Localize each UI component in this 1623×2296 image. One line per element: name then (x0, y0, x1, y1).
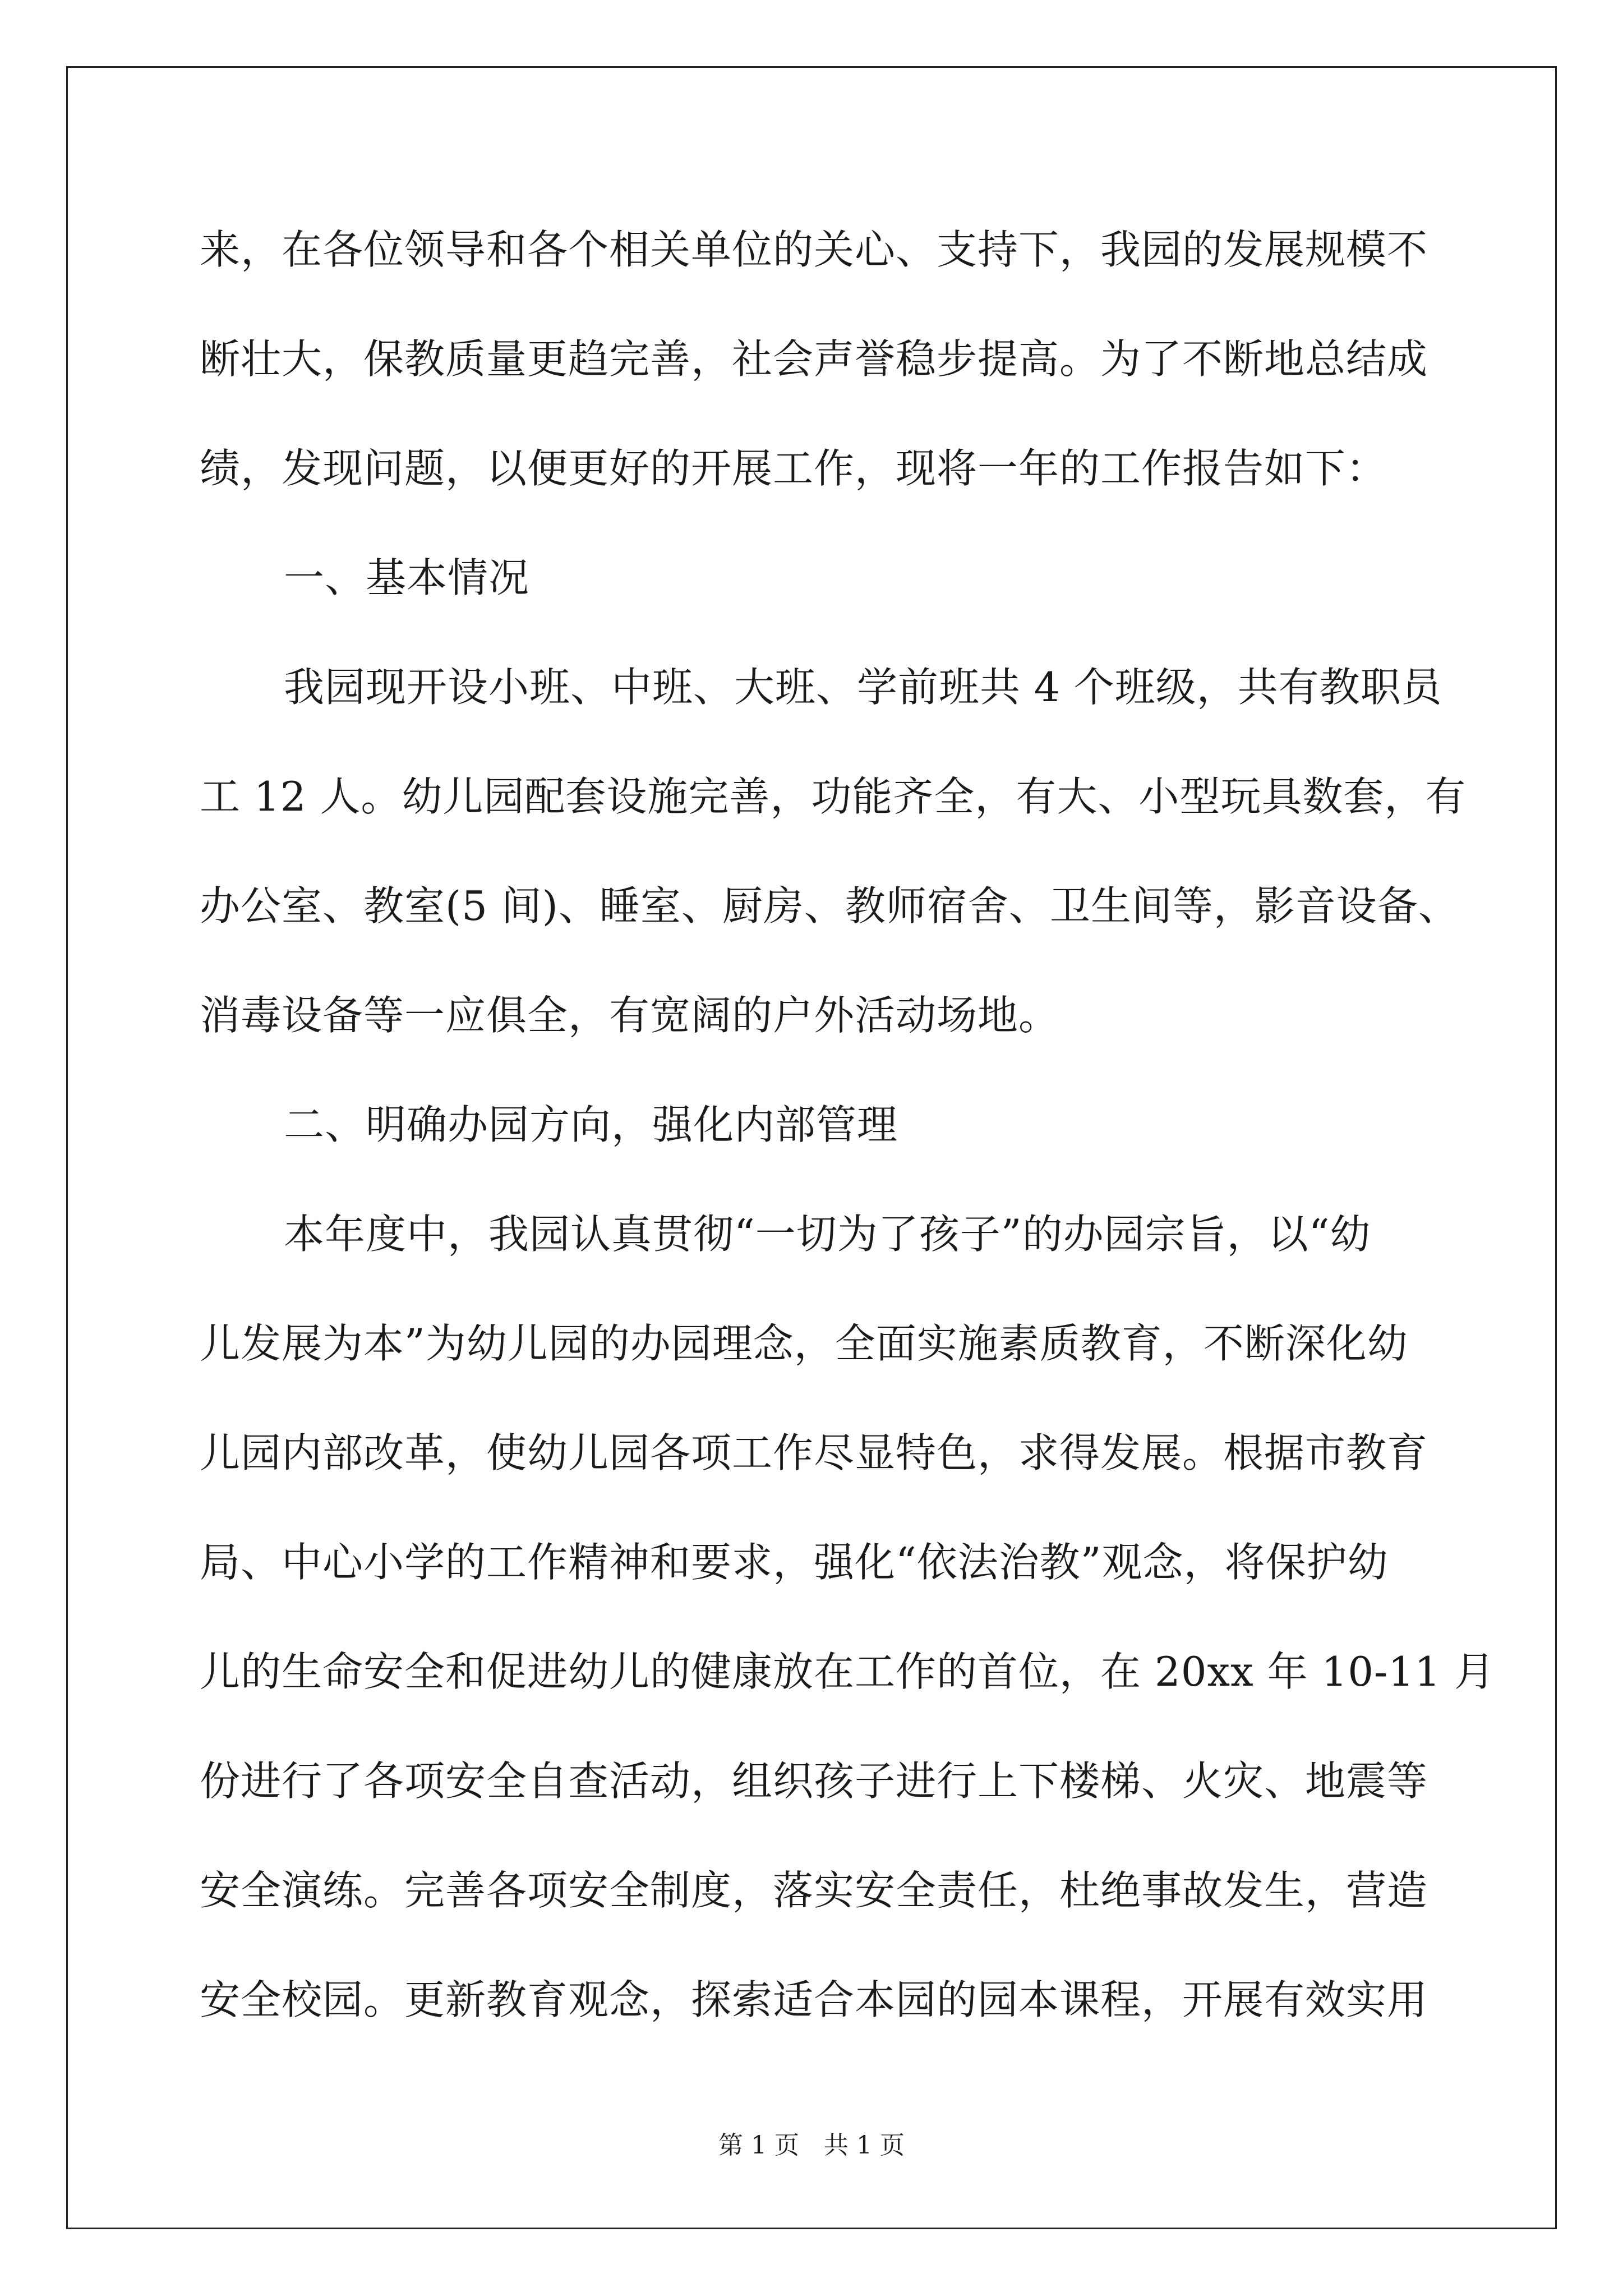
text-line: 来，在各位领导和各个相关单位的关心、支持下，我园的发展规模不 (200, 226, 1428, 273)
section-heading: 二、明确办园方向，强化内部管理 (284, 1101, 898, 1148)
text-line: 安全校园。更新教育观念，探索适合本园的园本课程，开展有效实用 (200, 1976, 1428, 2023)
text-line: 办公室、教室(5 间)、睡室、厨房、教师宿舍、卫生间等，影音设备、 (200, 882, 1459, 930)
text-line: 断壮大，保教质量更趋完善，社会声誉稳步提高。为了不断地总结成 (200, 335, 1428, 383)
paragraph-start-line: 本年度中，我园认真贯彻“一切为了孩子”的办园宗旨，以“幼 (284, 1211, 1371, 1258)
document-body (200, 216, 1495, 2076)
text-line: 消毒设备等一应俱全，有宽阔的户外活动场地。 (200, 992, 1060, 1039)
page-footer: 第 1 页 共 1 页 (718, 2131, 905, 2160)
paragraph-start-line: 我园现开设小班、中班、大班、学前班共 4 个班级，共有教职员 (284, 664, 1442, 711)
text-line: 儿的生命安全和促进幼儿的健康放在工作的首位，在 20xx 年 10-11 月 (200, 1648, 1495, 1695)
text-line: 儿发展为本”为幼儿园的办园理念，全面实施素质教育，不断深化幼 (200, 1320, 1408, 1367)
text-line: 份进行了各项安全自查活动，组织孩子进行上下楼梯、火灾、地震等 (200, 1757, 1428, 1805)
text-line: 绩，发现问题，以便更好的开展工作，现将一年的工作报告如下： (200, 445, 1387, 492)
text-line: 工 12 人。幼儿园配套设施完善，功能齐全，有大、小型玩具数套，有 (200, 773, 1467, 820)
text-line: 局、中心小学的工作精神和要求，强化“依法治教”观念，将保护幼 (200, 1539, 1389, 1586)
text-line: 儿园内部改革，使幼儿园各项工作尽显特色，求得发展。根据市教育 (200, 1429, 1428, 1476)
section-heading: 一、基本情况 (284, 554, 530, 601)
text-line: 安全演练。完善各项安全制度，落实安全责任，杜绝事故发生，营造 (200, 1867, 1428, 1914)
